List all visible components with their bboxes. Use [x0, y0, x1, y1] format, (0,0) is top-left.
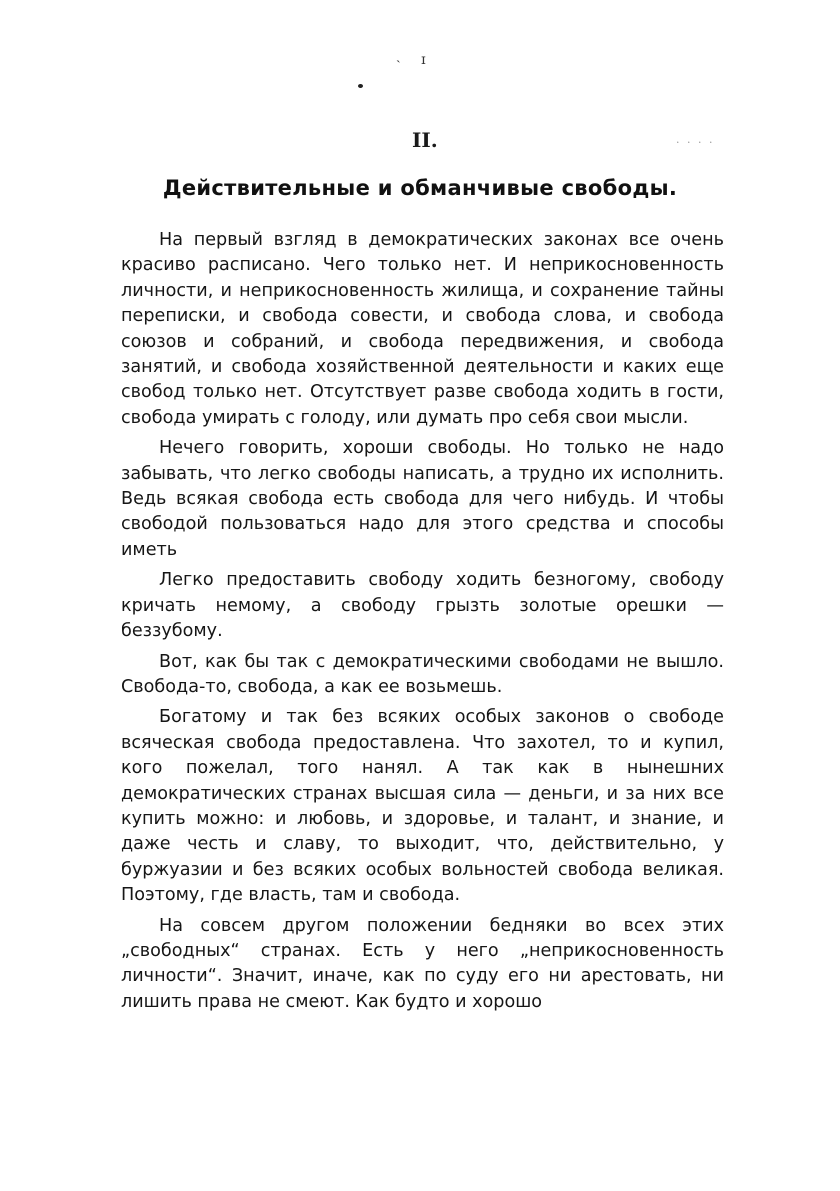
- section-number: II.: [412, 128, 438, 152]
- paragraph-4: Вот, как бы так с демократическими свободами не вышло. Свобода-то, свобода, а как ее возьмешь.: [121, 651, 724, 697]
- ink-dot: [358, 84, 363, 88]
- paragraph-6: На совсем другом положении бедняки во всех этих „свободных“ странах. Есть у него „неприкосновенность личности“. Значит, иначе, как по суду его ни арестовать, ни лишить права не смеют. Как будто и хорошо: [121, 915, 724, 1012]
- body-text: [121, 228, 724, 1020]
- paragraph-3: Легко предоставить свободу ходить безногому, свободу кричать немому, а свободу грызть золотые орешки — беззубому.: [121, 570, 724, 642]
- page-top-mark: ˴ ɪ: [396, 52, 434, 68]
- chapter-title: Действительные и обманчивые свободы.: [162, 176, 678, 200]
- paragraph-1: На первый взгляд в демократических законах все очень красиво расписано. Чего только нет. И неприкосновенность личности, и неприкосновенность жилища, и сохранение тайны переписки, и свобода совести, и свобода слова, и свобода союзов и собраний, и свобода передвижения, и свобода занятий, и свобода хозяйственной деятельности и каких еще свобод только нет. Отсутствует разве свобода ходить в гости, свобода умирать с голоду, или думать про себя свои мысли.: [121, 230, 724, 428]
- paragraph-2: Нечего говорить, хороши свободы. Но только не надо забывать, что легко свободы написать, а трудно их исполнить. Ведь всякая свобода есть свобода для чего нибудь. И чтобы свободой пользоваться надо для этого средства и способы иметь: [121, 438, 724, 560]
- paragraph-5: Богатому и так без всяких особых законов о свободе всяческая свобода предоставлена. Что захотел, то и купил, кого пожелал, того нанял. А так как в нынешних демократических странах высшая сила — деньги, и за них все купить можно: и любовь, и здоровье, и талант, и знание, и даже честь и славу, то выходит, что, действительно, у буржуазии и без всяких особых вольностей свобода великая. Поэтому, где власть, там и свобода.: [121, 707, 724, 906]
- corner-smudge: · · · ·: [676, 136, 715, 149]
